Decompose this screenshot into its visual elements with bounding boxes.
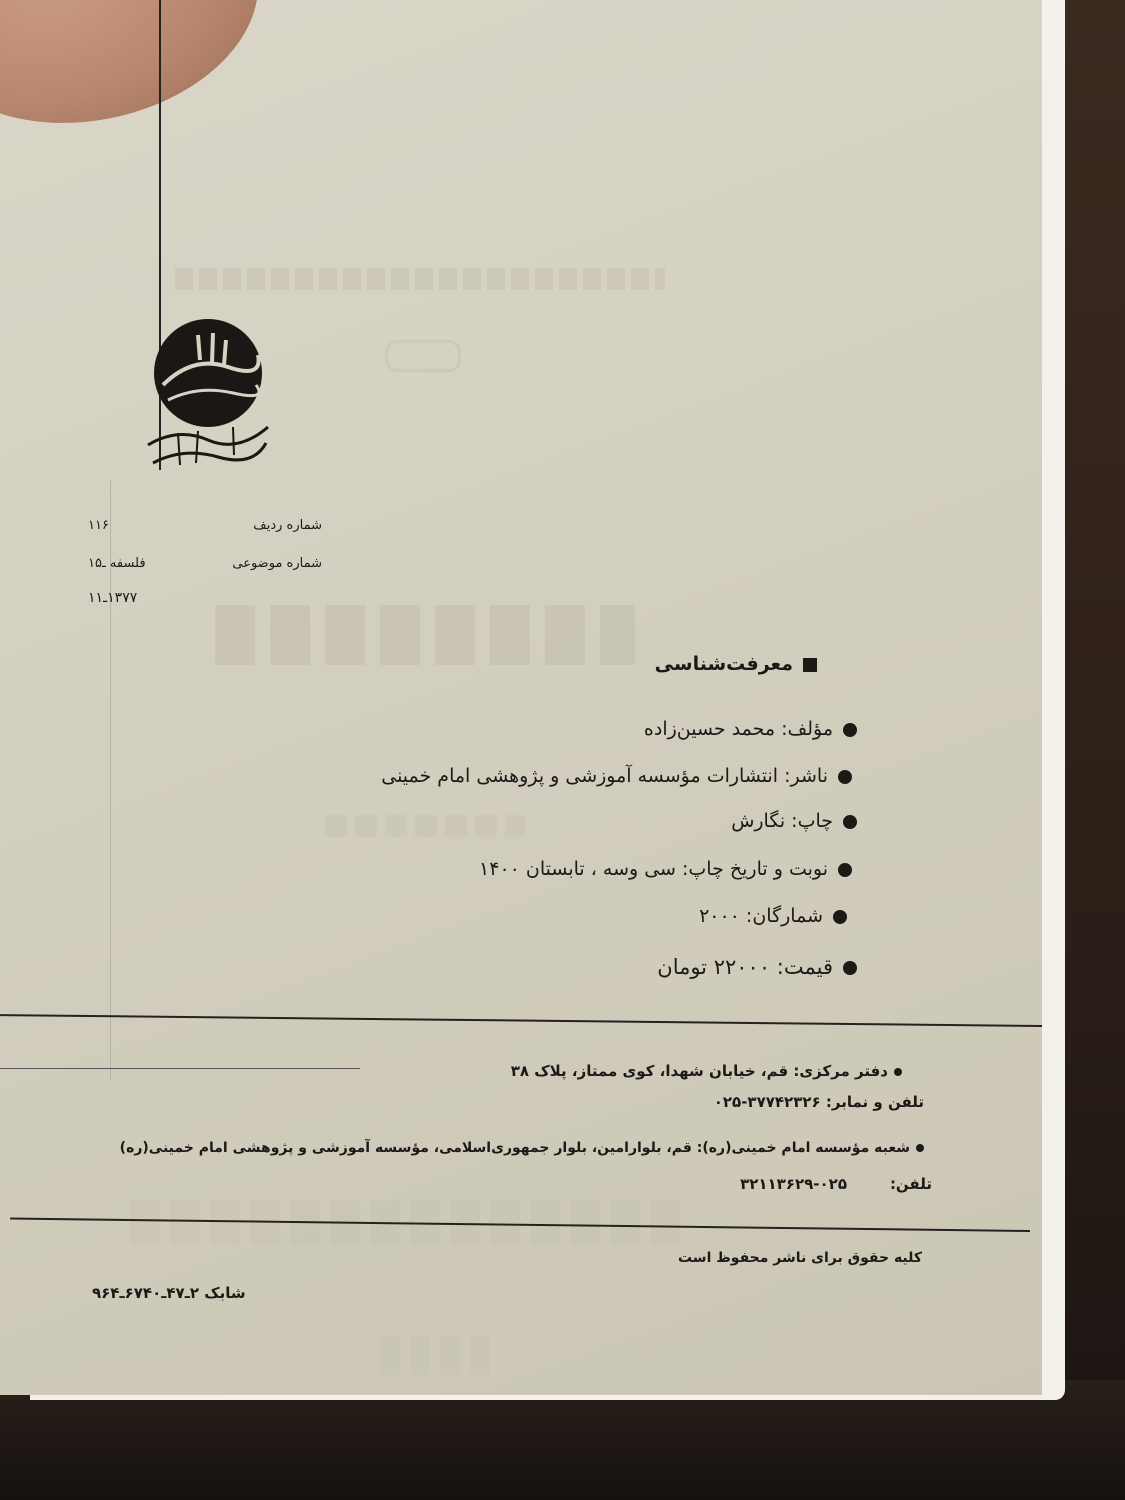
book-title [655, 653, 817, 675]
ghost-number [380, 1335, 490, 1375]
ghost-text-line [325, 815, 525, 837]
row-number-value: ۱۱۶ [88, 518, 109, 533]
catalog-date-code: ۱۳۷۷ـ۱۱ [88, 590, 138, 606]
print-line [731, 810, 857, 832]
copies-line [699, 905, 847, 927]
finger [0, 0, 280, 153]
bullet-icon [843, 815, 857, 829]
print-text: چاپ: نگارش [731, 810, 833, 832]
central-office-phone: تلفن و نمابر: ۳۷۷۴۲۳۲۶-۰۲۵ [713, 1093, 924, 1111]
bullet-icon [843, 723, 857, 737]
square-bullet-icon [803, 658, 817, 672]
ghost-text-line [175, 268, 665, 290]
background-surface [1060, 0, 1125, 1500]
row-number-label: شماره ردیف [253, 518, 322, 533]
branch-address [120, 1140, 924, 1156]
bullet-icon [833, 910, 847, 924]
author-text: مؤلف: محمد حسین‌زاده [643, 718, 833, 740]
ghost-title [215, 605, 635, 665]
price-line [657, 955, 857, 979]
publisher-text: ناشر: انتشارات مؤسسه آموزشی و پژوهشی امام خمینی [381, 765, 828, 787]
bullet-icon [838, 863, 852, 877]
central-office-text: دفتر مرکزی: قم، خیابان شهدا، کوی ممتاز، پلاک ۳۸ [510, 1062, 888, 1080]
bullet-icon [894, 1068, 902, 1076]
subject-number-value: فلسفه ـ۱۵ [88, 556, 146, 571]
branch-address-text: شعبه مؤسسه امام خمینی(ره): قم، بلوارامین، بلوار جمهوری‌اسلامی، مؤسسه آموزشی و پژوهشی امام خمینی(ره) [119, 1140, 910, 1156]
bullet-icon [916, 1144, 924, 1152]
copies-text: شمارگان: ۲۰۰۰ [699, 905, 823, 927]
author-line [644, 718, 857, 740]
ghost-mark [385, 340, 461, 372]
branch-phone: ۳۲۱۱۳۶۲۹-۰۲۵ [740, 1175, 847, 1193]
rights-notice: کلیه حقوق برای ناشر محفوظ است [677, 1250, 922, 1266]
edition-line [479, 858, 852, 880]
publisher-line [381, 765, 852, 787]
publisher-logo [138, 315, 278, 475]
edition-text: نوبت و تاریخ چاپ: سی وسه ، تابستان ۱۴۰۰ [479, 858, 828, 880]
separator-line-short [0, 1068, 360, 1069]
bullet-icon [843, 961, 857, 975]
separator-line [0, 1014, 1042, 1027]
subject-number-label: شماره موضوعی [232, 556, 322, 571]
logo-icon [138, 315, 278, 475]
isbn: شابک ۲ـ۴۷ـ۶۷۴۰ـ۹۶۴ [92, 1284, 246, 1302]
central-office-address [511, 1062, 902, 1080]
bullet-icon [838, 770, 852, 784]
branch-phone-label: تلفن: [889, 1175, 932, 1193]
price-text: قیمت: ۲۲۰۰۰ تومان [657, 955, 833, 979]
book-title-text: معرفت‌شناسی [654, 653, 793, 675]
